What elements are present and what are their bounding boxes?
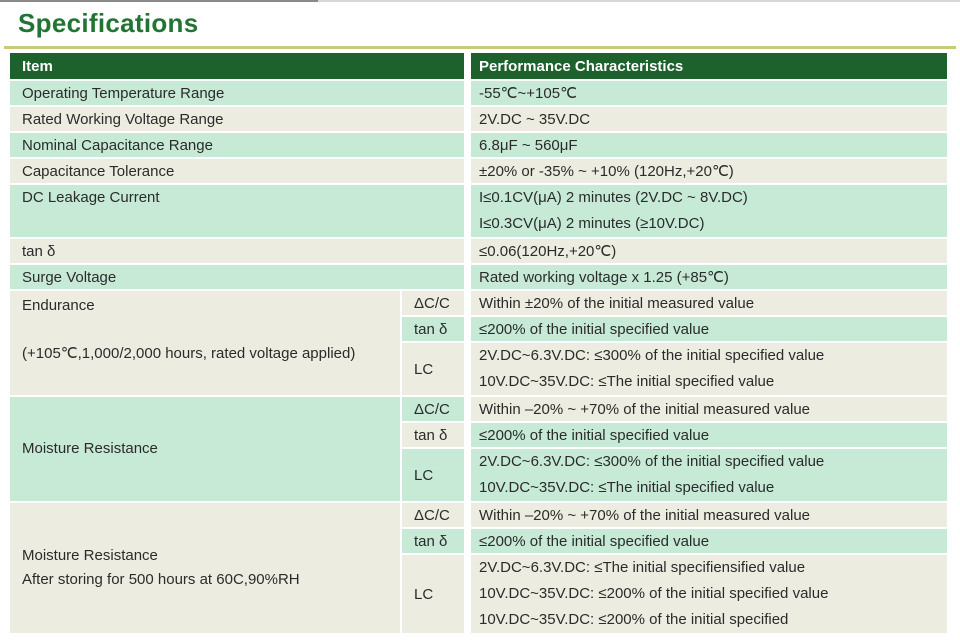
- value-cell: -55℃~+105℃: [466, 81, 947, 105]
- section-label-line: (+105℃,1,000/2,000 hours, rated voltage applied): [22, 345, 356, 362]
- value-cell: ≤200% of the initial specified value: [466, 529, 947, 553]
- title-underline: [4, 46, 956, 49]
- section-label-cell: [10, 397, 400, 501]
- value-line: 2V.DC~6.3V.DC: ≤The initial specifiensified value: [479, 559, 806, 576]
- value-cell: ±20% or -35% ~ +10% (120Hz,+20℃): [466, 159, 947, 183]
- section-label-cell: [10, 503, 400, 633]
- section-label-line: Moisture Resistance: [22, 440, 158, 457]
- value-cell: [466, 449, 947, 501]
- item-cell: Nominal Capacitance Range: [10, 133, 464, 157]
- sub-item-cell: tan δ: [402, 423, 464, 447]
- item-cell: Rated Working Voltage Range: [10, 107, 464, 131]
- value-line: I≤0.3CV(μA) 2 minutes (≥10V.DC): [479, 215, 705, 232]
- item-cell: Capacitance Tolerance: [10, 159, 464, 183]
- item-cell: Operating Temperature Range: [10, 81, 464, 105]
- value-line: I≤0.1CV(μA) 2 minutes (2V.DC ~ 8V.DC): [479, 189, 748, 206]
- value-line: 10V.DC~35V.DC: ≤200% of the initial specified value: [479, 585, 829, 602]
- value-line: 2V.DC~6.3V.DC: ≤300% of the initial specified value: [479, 453, 825, 470]
- table-row: [10, 159, 947, 183]
- value-cell: [466, 185, 947, 237]
- sub-item-cell: LC: [402, 555, 464, 633]
- section-label-cell: [10, 291, 400, 395]
- item-cell: Surge Voltage: [10, 265, 464, 289]
- sub-item-cell: LC: [402, 449, 464, 501]
- table-row: [10, 133, 947, 157]
- value-line: 10V.DC~35V.DC: ≤The initial specified value: [479, 373, 775, 390]
- item-cell: tan δ: [10, 239, 464, 263]
- column-header-item: Item: [10, 53, 464, 79]
- table-row: [10, 239, 947, 263]
- value-cell: 6.8μF ~ 560μF: [466, 133, 947, 157]
- column-header-performance: Performance Characteristics: [466, 53, 947, 79]
- value-cell: ≤200% of the initial specified value: [466, 423, 947, 447]
- specifications-table: [8, 51, 949, 635]
- value-cell: [466, 555, 947, 633]
- sub-item-cell: tan δ: [402, 317, 464, 341]
- value-cell: 2V.DC ~ 35V.DC: [466, 107, 947, 131]
- table-row: [10, 397, 947, 421]
- value-cell: ≤200% of the initial specified value: [466, 317, 947, 341]
- sub-item-cell: LC: [402, 343, 464, 395]
- sub-item-cell: ΔC/C: [402, 397, 464, 421]
- table-row: [10, 185, 947, 237]
- value-cell: ≤0.06(120Hz,+20℃): [466, 239, 947, 263]
- section-label-line: Moisture Resistance: [22, 547, 158, 564]
- page-title: Specifications: [18, 8, 199, 38]
- section-label-line: After storing for 500 hours at 60C,90%RH: [22, 571, 300, 588]
- value-cell: [466, 343, 947, 395]
- item-cell: DC Leakage Current: [10, 185, 464, 237]
- value-cell: Rated working voltage x 1.25 (+85℃): [466, 265, 947, 289]
- table-row: [10, 291, 947, 315]
- header-row: [10, 53, 947, 79]
- value-cell: Within ±20% of the initial measured value: [466, 291, 947, 315]
- value-line: 10V.DC~35V.DC: ≤The initial specified value: [479, 479, 775, 496]
- section-label-line: Endurance: [22, 297, 95, 314]
- value-line: 10V.DC~35V.DC: ≤200% of the initial specified: [479, 611, 789, 628]
- value-cell: Within –20% ~ +70% of the initial measured value: [466, 503, 947, 527]
- value-line: 2V.DC~6.3V.DC: ≤300% of the initial specified value: [479, 347, 825, 364]
- sub-item-cell: ΔC/C: [402, 291, 464, 315]
- table-row: [10, 107, 947, 131]
- value-cell: Within –20% ~ +70% of the initial measured value: [466, 397, 947, 421]
- table-row: [10, 503, 947, 527]
- sub-item-cell: ΔC/C: [402, 503, 464, 527]
- table-row: [10, 81, 947, 105]
- scan-edge-line-dark: [0, 0, 318, 2]
- sub-item-cell: tan δ: [402, 529, 464, 553]
- table-row: [10, 265, 947, 289]
